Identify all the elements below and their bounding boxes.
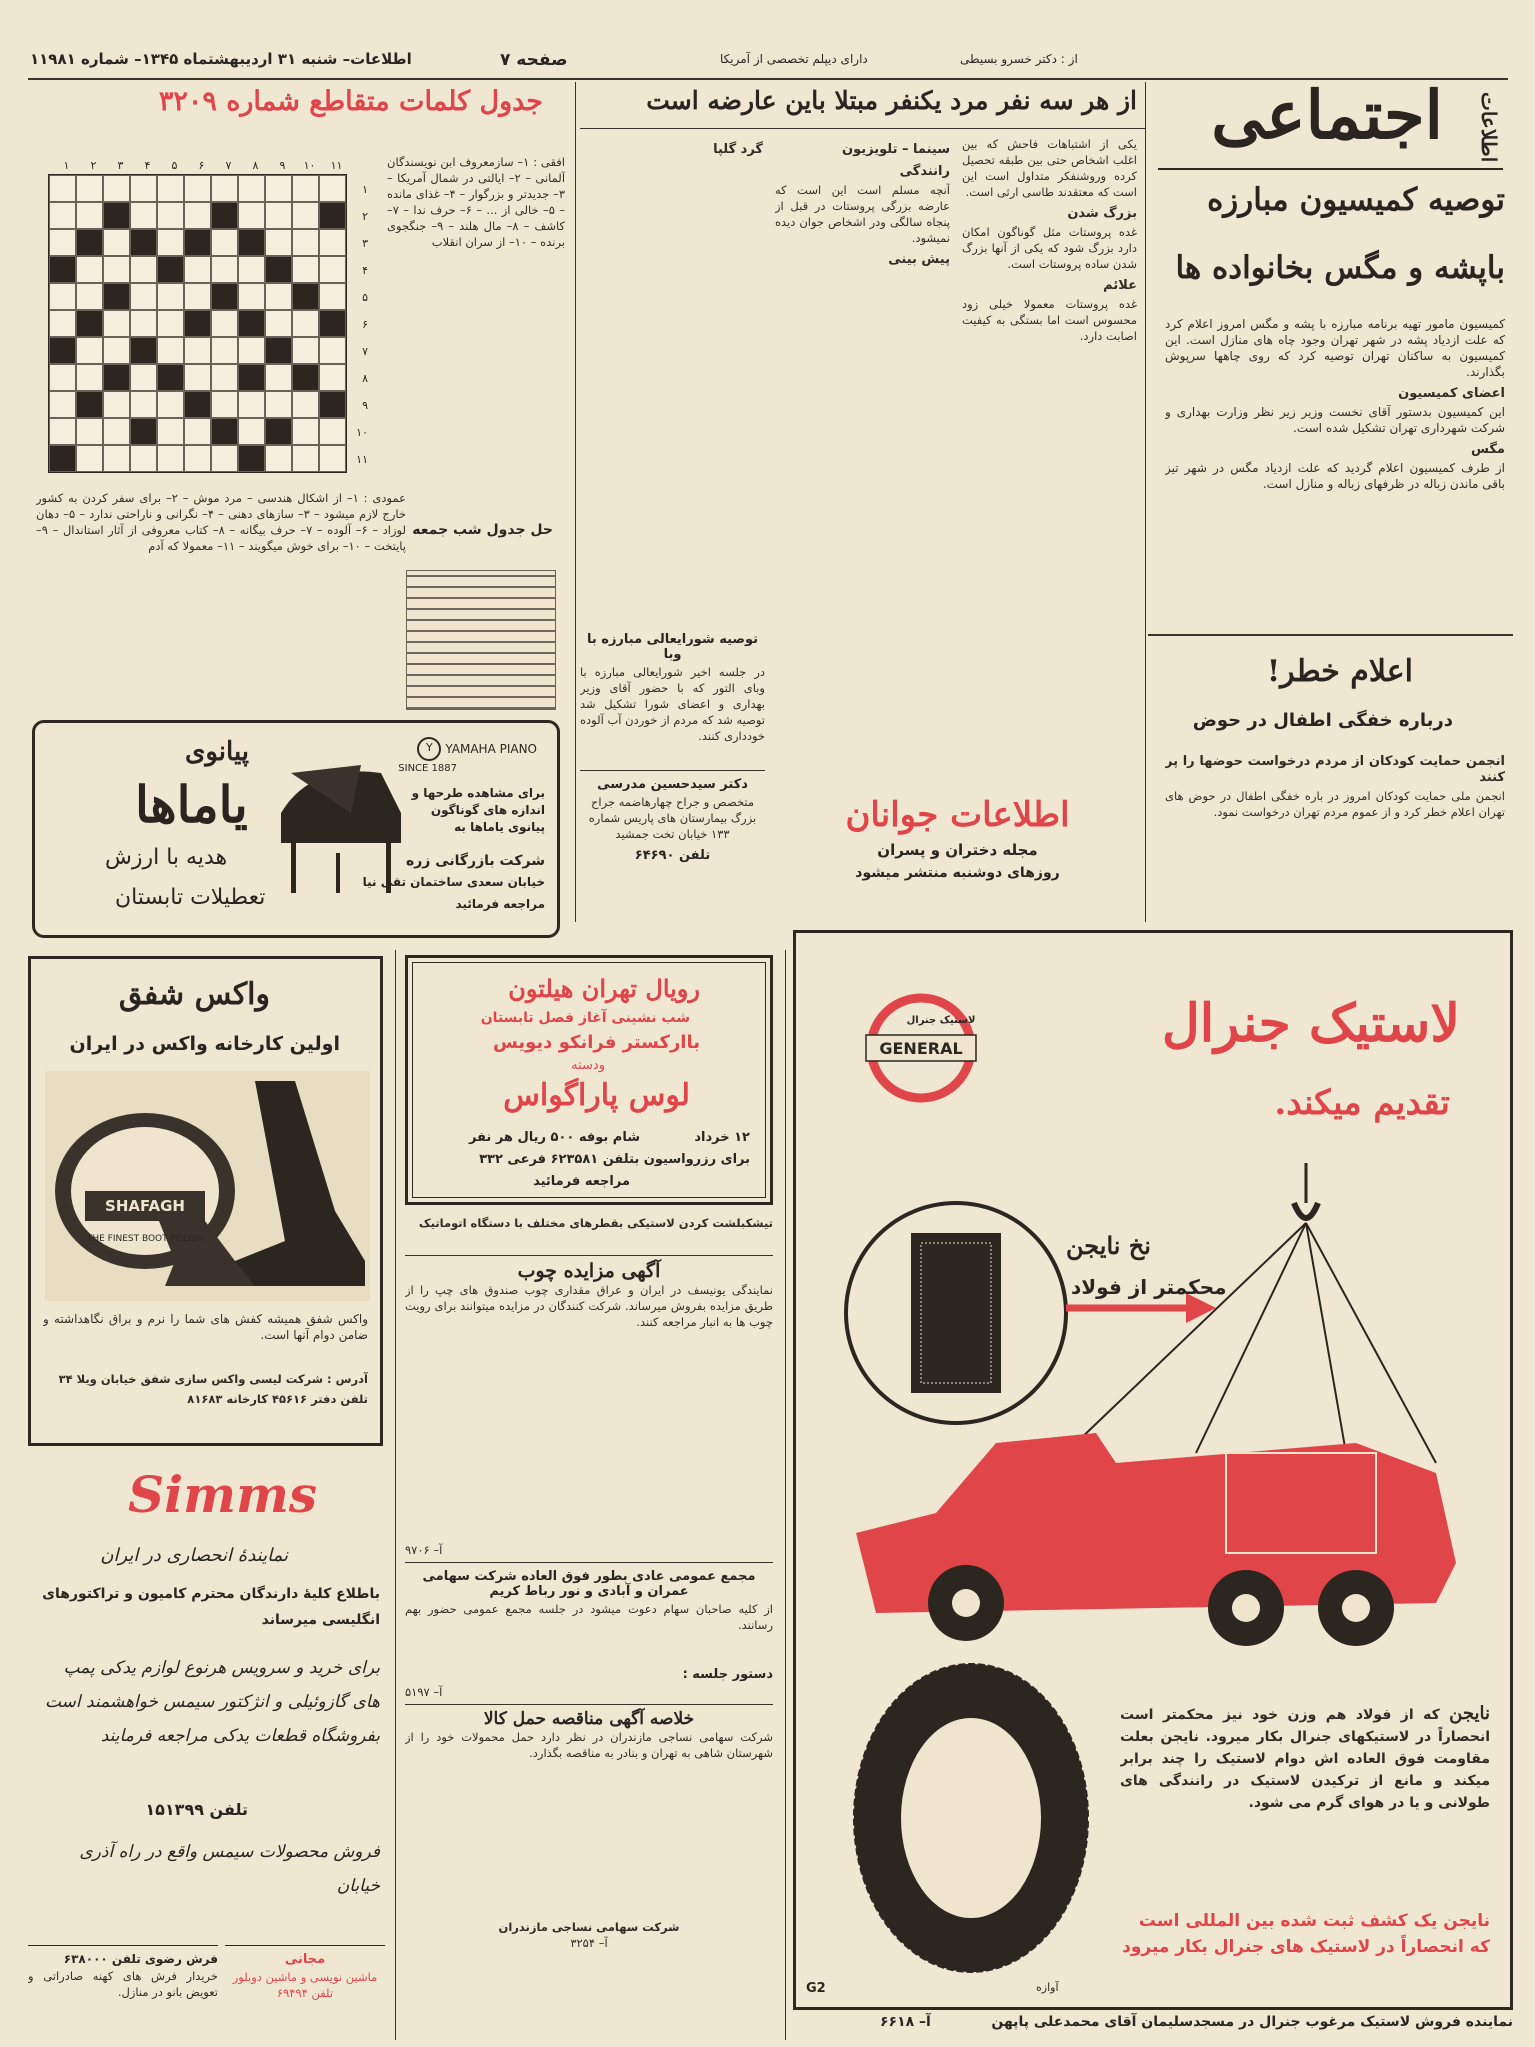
- simms-body: برای خرید و سرویس هرنوع لوازم یدکی پمپ های گازوئیلی و انژکتور سیمس خواهشمند است بفروشگاه قطعات یدکی مراجعه فرمایند: [44, 1658, 380, 1746]
- crossword-cell[interactable]: [103, 310, 130, 337]
- royal-group: لوس پاراگواس: [503, 1078, 690, 1113]
- doctor-phone: تلفن ۶۴۶۹۰: [634, 848, 711, 863]
- article-body2: غده پروستات مثل گوناگون امکان دارد بزرگ شود که یکی از آنها بزرگ شدن ساده پروستات است.: [962, 225, 1137, 271]
- crossword-cell[interactable]: [157, 229, 184, 256]
- social-title-small: اطلاعات: [1477, 92, 1501, 163]
- yamaha-logo-icon: Y: [417, 737, 441, 761]
- crossword-cell[interactable]: [292, 229, 319, 256]
- crossword-cell[interactable]: [49, 364, 76, 391]
- warning-text: انجمن ملی حمایت کودکان امروز در باره خفگی اطفال در حوض های تهران اعلام خطر کرد و از عموم مردم تهران درخواست نمود.: [1165, 789, 1505, 819]
- crossword-row-number: ۴: [362, 264, 368, 277]
- crossword-cell: [211, 202, 238, 229]
- page-number: صفحه ۷: [500, 50, 568, 70]
- yamaha-desc: برای مشاهده طرحها و اندازه های گوناگون پیانوی یاماها به: [411, 786, 545, 834]
- crossword-cell[interactable]: [130, 175, 157, 202]
- crossword-cell: [76, 229, 103, 256]
- general-title: لاستیک جنرال: [1161, 993, 1460, 1054]
- crossword-cell: [211, 418, 238, 445]
- crossword-cell[interactable]: [184, 283, 211, 310]
- crossword-cell: [265, 337, 292, 364]
- assembly-code: آ– ۵۱۹۷: [405, 1685, 443, 1699]
- general-nylon: نخ نایجن: [1066, 1231, 1151, 1260]
- crossword-section: [28, 82, 573, 707]
- notice-rule: [580, 770, 765, 771]
- wax-can-label: SHAFAGH: [105, 1197, 185, 1215]
- crossword-cell[interactable]: [157, 418, 184, 445]
- crossword-cell[interactable]: [157, 310, 184, 337]
- wax-subtitle: اولین کارخانه واکس در ایران: [69, 1033, 340, 1055]
- crossword-cell[interactable]: [76, 175, 103, 202]
- social-sub1: اعضای کمیسیون: [1398, 386, 1505, 401]
- general-agency: آوازه: [1036, 1981, 1059, 1994]
- crossword-cell: [76, 310, 103, 337]
- crossword-cell[interactable]: [49, 229, 76, 256]
- crossword-cell[interactable]: [238, 175, 265, 202]
- crossword-cell: [184, 229, 211, 256]
- crossword-cell[interactable]: [319, 418, 346, 445]
- crossword-cell: [184, 310, 211, 337]
- truck-illustration: [816, 1143, 1496, 1683]
- crossword-cell: [238, 364, 265, 391]
- crossword-cell[interactable]: [265, 445, 292, 472]
- youth-title: اطلاعات جوانان: [845, 795, 1070, 835]
- crossword-cell: [103, 283, 130, 310]
- simms-logo: Simms: [128, 1465, 318, 1524]
- crossword-row-number: ۱: [362, 183, 368, 196]
- crossword-cell[interactable]: [103, 175, 130, 202]
- article-sub5: علائم: [1103, 278, 1137, 293]
- youth-days: روزهای دوشنبه منتشر میشود: [855, 865, 1060, 881]
- crossword-cell[interactable]: [184, 418, 211, 445]
- crossword-cell[interactable]: [211, 337, 238, 364]
- crossword-cell[interactable]: [292, 418, 319, 445]
- crossword-row-number: ۷: [362, 345, 368, 358]
- author-tag: از : دکتر خسرو بسیطی: [960, 52, 1078, 66]
- general-subtitle: تقدیم میکند.: [1274, 1083, 1450, 1123]
- auction-body: نمایندگی یونیسف در ایران و عراق مقداری چوب صندوق های چپ را از طریق مزایده بفروش میرساند. شرکت کنندگان در مزایده میتوانند برای رویت چوب ها به انبار مراجعه کنند.: [405, 1283, 773, 1329]
- crossword-cell[interactable]: [319, 256, 346, 283]
- crossword-cell[interactable]: [184, 175, 211, 202]
- crossword-row-number: ۶: [362, 318, 368, 331]
- social-title-big: اجتماعی: [1211, 76, 1443, 154]
- crossword-cell[interactable]: [319, 364, 346, 391]
- crossword-cell[interactable]: [319, 283, 346, 310]
- crossword-cell: [238, 310, 265, 337]
- social-headline2: باپشه و مگس بخانواده ها: [1175, 250, 1505, 286]
- crossword-cell: [319, 391, 346, 418]
- crossword-cell: [319, 310, 346, 337]
- yamaha-slogan2: تعطیلات تابستان: [115, 885, 266, 910]
- yamaha-name: یاماها: [135, 775, 248, 834]
- crossword-row-number: ۲: [362, 210, 368, 223]
- crossword-cell[interactable]: [130, 445, 157, 472]
- crossword-col-number: ۷: [225, 159, 232, 172]
- crossword-cell[interactable]: [130, 256, 157, 283]
- crossword-cell[interactable]: [211, 229, 238, 256]
- crossword-cell: [211, 283, 238, 310]
- crossword-cell[interactable]: [319, 337, 346, 364]
- assembly-agenda: دستور جلسه :: [682, 1667, 773, 1682]
- crossword-cell: [130, 418, 157, 445]
- crossword-cell: [265, 418, 292, 445]
- crossword-row-numbers: [348, 176, 368, 473]
- social-rule: [1148, 634, 1513, 636]
- crossword-row-number: ۱۱: [356, 453, 368, 466]
- degree-tag: دارای دیپلم تخصصی از آمریکا: [720, 52, 868, 66]
- notices-section: [580, 626, 765, 926]
- yamaha-company: شرکت بازرگانی زره: [405, 853, 545, 869]
- simms-footer: فروش محصولات سیمس واقع در راه آذری خیابان: [79, 1842, 380, 1896]
- wax-ad[interactable]: [28, 956, 383, 1446]
- crossword-cell: [238, 445, 265, 472]
- royal-title: رویال تهران هیلتون: [508, 974, 700, 1003]
- crossword-cell[interactable]: [103, 256, 130, 283]
- crossword-cell[interactable]: [292, 310, 319, 337]
- crossword-cell[interactable]: [292, 445, 319, 472]
- wax-address: آدرس : شرکت لیسی واکس سازی شفق خیابان ویلا ۳۴: [58, 1372, 368, 1386]
- crossword-cell[interactable]: [265, 364, 292, 391]
- crossword-cell[interactable]: [211, 391, 238, 418]
- crossword-cell[interactable]: [130, 283, 157, 310]
- crossword-cell: [103, 202, 130, 229]
- royal-and: ودسته: [571, 1058, 605, 1073]
- crossword-cell[interactable]: [184, 445, 211, 472]
- social-section: [1148, 76, 1513, 902]
- social-body: [1165, 316, 1505, 696]
- simms-phone: تلفن ۱۵۱۳۹۹: [145, 1800, 248, 1819]
- crossword-cell: [76, 391, 103, 418]
- article-body3: آنچه مسلم است این است که عارضه بزرگی پروستات در قبل از پنجاه سالگی ودر اشخاص جوان دیده نمیشود.: [775, 183, 950, 245]
- crossword-cell[interactable]: [319, 175, 346, 202]
- crossword-cell[interactable]: [238, 283, 265, 310]
- auction-strip: تیشکبلشت کردن لاستیکی بقطرهای مختلف با دستگاه اتوماتیک: [418, 1216, 773, 1230]
- crossword-cell[interactable]: [49, 175, 76, 202]
- assembly-body: از کلیه صاحبان سهام دعوت میشود در جلسه مجمع عمومی حضور بهم رسانند.: [405, 1602, 773, 1632]
- crossword-cell[interactable]: [157, 175, 184, 202]
- article-body4: غده پروستات معمولا خیلی زود محسوس است اما بستگی به کیفیت اصابت دارد.: [962, 297, 1137, 343]
- general-logo-fa: لاستیک جنرال: [906, 1015, 976, 1026]
- general-body-block: [1120, 1703, 1490, 1903]
- crossword-cell: [130, 229, 157, 256]
- general-body-head: نایجن: [1449, 1703, 1490, 1724]
- assembly-title: مجمع عمومی عادی بطور فوق العاده شرکت سهامی عمران و آبادی و نور رباط کریم: [422, 1569, 756, 1599]
- classifieds-column: [405, 1215, 773, 2005]
- crossword-cell[interactable]: [130, 202, 157, 229]
- social-body3: از طرف کمیسیون اعلام گردید که علت ازدیاد مگس در شهر تیز باقی ماندن زباله در ظرفهای زباله و منازل است.: [1165, 461, 1505, 491]
- carpet-ad[interactable]: [28, 1945, 218, 2040]
- article-sub4: گرد گلپا: [713, 142, 763, 157]
- general-corner-code: G2: [806, 1981, 826, 1996]
- crossword-cell[interactable]: [103, 445, 130, 472]
- warning-lead: انجمن حمایت کودکان از مردم درخواست حوضها را پر کنند: [1165, 754, 1505, 785]
- wax-illustration: [45, 1071, 370, 1301]
- crossword-cell[interactable]: [292, 175, 319, 202]
- crossword-cell[interactable]: [238, 391, 265, 418]
- wax-can-sub: THE FINEST BOOT POLISH: [86, 1234, 204, 1244]
- crossword-col-number: ۴: [144, 159, 151, 172]
- youth-ad[interactable]: [770, 795, 1145, 915]
- crossword-cell: [103, 364, 130, 391]
- crossword-cell[interactable]: [211, 445, 238, 472]
- article-body1: یکی از اشتباهات فاحش که بین اغلب اشخاص حتی بین طبقه تحصیل کرده وروشنفکر متداول است این است که معتقدند طاسی ارثی است.: [962, 137, 1137, 199]
- yamaha-brand-text: YAMAHA PIANO: [445, 742, 537, 756]
- crossword-cell: [184, 391, 211, 418]
- crossword-cell[interactable]: [49, 202, 76, 229]
- crossword-cell[interactable]: [238, 256, 265, 283]
- simms-sub: نمایندهٔ انحصاری در ایران: [100, 1545, 288, 1566]
- social-body2: این کمیسیون بدستور آقای نخست وزیر زیر نظر وزارت بهداری و شرکت شهرداری تهران تشکیل شده است.: [1165, 405, 1505, 435]
- crossword-cell[interactable]: [130, 310, 157, 337]
- doctor-desc: متخصص و جراح چهارهاضمه جراح بزرگ بیمارستان های پاریس شماره ۱۳۳ خیابان تخت جمشید: [588, 795, 757, 841]
- crossword-cell[interactable]: [49, 310, 76, 337]
- crossword-solution-grid: [406, 570, 556, 710]
- crossword-cell[interactable]: [76, 202, 103, 229]
- free-title: مجانی: [284, 1952, 326, 1967]
- article-sub2: رانندگی: [899, 164, 950, 179]
- crossword-row-number: ۵: [362, 291, 368, 304]
- crossword-solution-title: حل جدول شب جمعه: [412, 522, 553, 538]
- tire-illustration: [836, 1653, 1106, 1983]
- masthead-date: اطلاعات– شنبه ۳۱ اردیبهشتماه ۱۳۴۵– شماره ۱۱۹۸۱: [30, 50, 412, 68]
- crossword-cell[interactable]: [76, 364, 103, 391]
- crossword-cell[interactable]: [238, 337, 265, 364]
- royal-sub: شب نشینی آغاز فصل تابستان: [480, 1010, 690, 1026]
- yamaha-brand: [417, 737, 537, 761]
- yamaha-call: مراجعه فرمائید: [455, 897, 545, 911]
- crossword-cell[interactable]: [76, 445, 103, 472]
- simms-notice: باطلاع کلیهٔ دارندگان محترم کامیون و تراکتورهای انگلیسی میرساند: [42, 1586, 380, 1628]
- free-phone: تلفن ۶۹۴۹۴: [276, 1986, 334, 2000]
- article-headline: از هر سه نفر مرد یکنفر مبتلا باین عارضه است: [646, 86, 1137, 115]
- wax-phone: تلفن دفتر ۴۵۶۱۶ کارخانه ۸۱۶۸۳: [187, 1392, 368, 1406]
- crossword-cell[interactable]: [103, 337, 130, 364]
- crossword-cell[interactable]: [157, 337, 184, 364]
- general-steel: محکمتر از فولاد: [1071, 1275, 1227, 1299]
- crossword-cell[interactable]: [103, 418, 130, 445]
- crossword-cell: [238, 229, 265, 256]
- yamaha-since: SINCE 1887: [398, 763, 457, 774]
- crossword-cell[interactable]: [49, 391, 76, 418]
- royal-date: ۱۲ خرداد: [694, 1130, 750, 1145]
- wax-body: واکس شفق همیشه کفش های شما را نرم و براق نگاهداشته و ضامن دوام آنها است.: [43, 1312, 368, 1342]
- crossword-cell[interactable]: [76, 283, 103, 310]
- crossword-cell[interactable]: [76, 418, 103, 445]
- crossword-cell[interactable]: [292, 202, 319, 229]
- crossword-cell[interactable]: [184, 337, 211, 364]
- crossword-cell[interactable]: [157, 202, 184, 229]
- article-col-1: [962, 136, 1137, 796]
- royal-hilton-ad[interactable]: [405, 955, 773, 1205]
- crossword-cell[interactable]: [157, 283, 184, 310]
- royal-with: باارکستر فرانکو دیویس: [492, 1032, 700, 1053]
- crossword-cell[interactable]: [211, 175, 238, 202]
- general-tire-ad[interactable]: [793, 930, 1513, 2010]
- rule-v4: [785, 950, 786, 2040]
- crossword-cell[interactable]: [265, 202, 292, 229]
- crossword-row-number: ۳: [362, 237, 368, 250]
- crossword-col-number: ۸: [252, 159, 259, 172]
- simms-ad[interactable]: [28, 1455, 388, 1935]
- yamaha-address: خیابان سعدی ساختمان تقی نیا: [362, 875, 545, 889]
- crossword-cell[interactable]: [184, 256, 211, 283]
- crossword-cell[interactable]: [265, 310, 292, 337]
- free-ad[interactable]: [225, 1945, 385, 2040]
- social-body1: کمیسیون مامور تهیه برنامه مبارزه با پشه و مگس امروز اعلام کرد که علت ازدیاد پشه در شهر تهران وجود چاه های منازل است. این کمیسیون به ساکنان تهران توصیه کرد که روی چاهها سرپوش بگذارند.: [1165, 317, 1505, 379]
- crossword-clues-down: عمودی : ۱– از اشکال هندسی – مرد موش – ۲– برای سفر کردن به کشور خارج لازم میشود – ۳– سازهای دهنی – ۴– نگرانی و ناراحتی ندارد – ۵– دهان لوزاد – ۶– آلوده – ۷– حرف بیگانه – ۸– کتاب معروفی از آثار استاندال – ۹– پایتخت – ۱۰– برای خوش میگویند – ۱۱– معمولا که آدم: [36, 491, 406, 553]
- crossword-cell[interactable]: [130, 364, 157, 391]
- article-rule: [580, 128, 1145, 129]
- crossword-title: جدول کلمات متقاطع شماره ۳۲۰۹: [158, 86, 543, 117]
- crossword-row-number: ۹: [362, 399, 368, 412]
- auction-rule: [405, 1255, 773, 1256]
- crossword-clues-across: افقی : ۱– سازمعروف ابن نویسندگان آلمانی – ۲– ایالتی در شمال آمریکا – ۳– جدیدتر و بزرگوار – ۴– غذای مانده – ۵– خالی از ... – ۶– حرف ندا – ۷– کاشف – ۸– مال هلند – ۹– جنگجوی برنده – ۱۰– از سران انقلاب: [387, 155, 565, 249]
- youth-sub: مجله دختران و پسران: [877, 841, 1038, 859]
- yamaha-slogan1: هدیه با ارزش: [105, 845, 228, 870]
- crossword-cell: [157, 256, 184, 283]
- crossword-cell[interactable]: [130, 391, 157, 418]
- crossword-cell: [130, 337, 157, 364]
- crossword-col-number: ۵: [171, 159, 178, 172]
- auction-title: آگهی مزایده چوب: [517, 1260, 661, 1282]
- crossword-cell[interactable]: [265, 391, 292, 418]
- crossword-cell[interactable]: [292, 391, 319, 418]
- royal-price: شام بوفه ۵۰۰ ریال هر نفر: [468, 1130, 640, 1145]
- crossword-cell[interactable]: [238, 418, 265, 445]
- crossword-cell[interactable]: [265, 175, 292, 202]
- crossword-cell[interactable]: [76, 337, 103, 364]
- crossword-cell: [292, 364, 319, 391]
- crossword-cell[interactable]: [211, 364, 238, 391]
- crossword-cell: [157, 364, 184, 391]
- crossword-cell[interactable]: [103, 229, 130, 256]
- auction-code: آ– ۹۷۰۶: [405, 1543, 443, 1557]
- crossword-cell[interactable]: [76, 256, 103, 283]
- crossword-row-number: ۸: [362, 372, 368, 385]
- tender-body: شرکت سهامی نساجی مازندران در نظر دارد حمل محمولات خود را از شهرستان شاهی به تهران و بنادر به مناقصه بگذارد.: [405, 1730, 773, 1760]
- tender-signer: شرکت سهامی نساجی مازندران: [498, 1920, 680, 1934]
- article-col-2: [775, 136, 950, 796]
- article-sub6: پیش بینی: [888, 252, 950, 267]
- tender-code: آ– ۳۲۵۴: [570, 1936, 608, 1950]
- article-col-3: [588, 136, 763, 696]
- crossword-col-number: ۳: [117, 159, 124, 172]
- general-footer: نماینده فروش لاستیک مرغوب جنرال در مسجدسلیمان آقای محمدعلی پاپهن: [991, 2014, 1513, 2030]
- warning-body: [1165, 748, 1505, 898]
- social-headline1: توصیه کمیسیون مبارزه: [1207, 182, 1505, 218]
- article-sub3: سینما – تلویزیون: [842, 142, 950, 157]
- crossword-cell[interactable]: [238, 202, 265, 229]
- article-sub1: بزرگ شدن: [1067, 206, 1137, 221]
- social-banner: [1158, 76, 1503, 170]
- tender-rule: [405, 1704, 773, 1705]
- crossword-cell[interactable]: [157, 445, 184, 472]
- crossword-cell: [49, 337, 76, 364]
- crossword-col-number: ۲: [90, 159, 97, 172]
- crossword-cell: [49, 445, 76, 472]
- yamaha-title: پیانوی: [185, 737, 250, 767]
- crossword-cell[interactable]: [184, 202, 211, 229]
- tender-title: خلاصه آگهی مناقصه حمل کالا: [483, 1709, 695, 1729]
- crossword-cell: [49, 256, 76, 283]
- notice-body: در جلسه اخیر شورایعالی مبارزه با وبای التور که با حضور آقای وزیر بهداری و اعضای شورا تشکیل شد توصیه شد که مردم از خوردن آب آلوده خودداری کنند.: [580, 665, 765, 743]
- warning-subtitle: درباره خفگی اطفال در حوض: [1192, 710, 1453, 731]
- crossword-cell[interactable]: [211, 256, 238, 283]
- crossword-col-number: ۹: [279, 159, 286, 172]
- crossword-cell: [265, 256, 292, 283]
- crossword-cell: [319, 202, 346, 229]
- crossword-col-number: ۱۰: [303, 159, 316, 172]
- crossword-cell[interactable]: [265, 229, 292, 256]
- general-body-text: که از فولاد هم وزن خود نیز محکمتر است انحصاراً در لاستیکهای جنرال بکار میرود. نایجن بعلت مقاومت فوق العاده اش دوام لاستیک را چند برابر میکند و مانع از ترکیدن لاستیک در رانندگی های طولانی و یا در هوای گرم می شود.: [1120, 1707, 1490, 1811]
- royal-call: مراجعه فرمائید: [533, 1174, 630, 1189]
- yamaha-ad[interactable]: [32, 720, 560, 938]
- crossword-col-number: ۱۱: [330, 159, 343, 172]
- crossword-cell[interactable]: [211, 310, 238, 337]
- carpet-title: فرش رضوی تلفن ۶۳۸۰۰۰: [63, 1952, 218, 1966]
- assembly-rule: [405, 1562, 773, 1563]
- crossword-cell[interactable]: [265, 283, 292, 310]
- crossword-row-number: ۱۰: [356, 426, 368, 439]
- general-logo-en: GENERAL: [879, 1039, 963, 1058]
- crossword-cell[interactable]: [319, 229, 346, 256]
- royal-reserve: برای رزرواسیون بتلفن ۶۲۳۵۸۱ فرعی ۳۳۲: [479, 1152, 750, 1167]
- social-sub2: مگس: [1471, 442, 1505, 457]
- crossword-col-number: ۱: [63, 159, 70, 172]
- free-body: ماشین نویسی و ماشین دوبلور: [232, 1970, 378, 1984]
- general-code: آ– ۶۶۱۸: [880, 2014, 931, 2030]
- notice-title: توصیه شورایعالی مبارزه با وبا: [586, 632, 758, 662]
- crossword-cell[interactable]: [49, 283, 76, 310]
- crossword-cell[interactable]: [292, 256, 319, 283]
- crossword-cell[interactable]: [157, 391, 184, 418]
- general-logo: [846, 993, 996, 1103]
- warning-title: اعلام خطر!: [1266, 654, 1413, 689]
- crossword-cell[interactable]: [103, 391, 130, 418]
- crossword-cell[interactable]: [319, 445, 346, 472]
- general-tag: نایجن یک کشف ثبت شده بین المللی است که انحصاراً در لاستیک های جنرال بکار میرود: [1122, 1911, 1490, 1957]
- crossword-cell: [292, 283, 319, 310]
- crossword-cell[interactable]: [184, 364, 211, 391]
- doctor-name: دکتر سیدحسین مدرسی: [597, 777, 748, 792]
- wax-title: واکس شفق: [118, 977, 270, 1012]
- rule-v1: [575, 82, 576, 922]
- rule-v3: [395, 950, 396, 2040]
- crossword-col-numbers: [50, 154, 350, 173]
- rule-v2: [1145, 82, 1146, 922]
- crossword-cell[interactable]: [49, 418, 76, 445]
- crossword-cell[interactable]: [292, 337, 319, 364]
- crossword-col-number: ۶: [198, 159, 205, 172]
- carpet-body: خریدار فرش های کهنه صادراتی و تعویض بانو در منازل.: [28, 1969, 218, 1999]
- crossword-grid[interactable]: [48, 174, 347, 473]
